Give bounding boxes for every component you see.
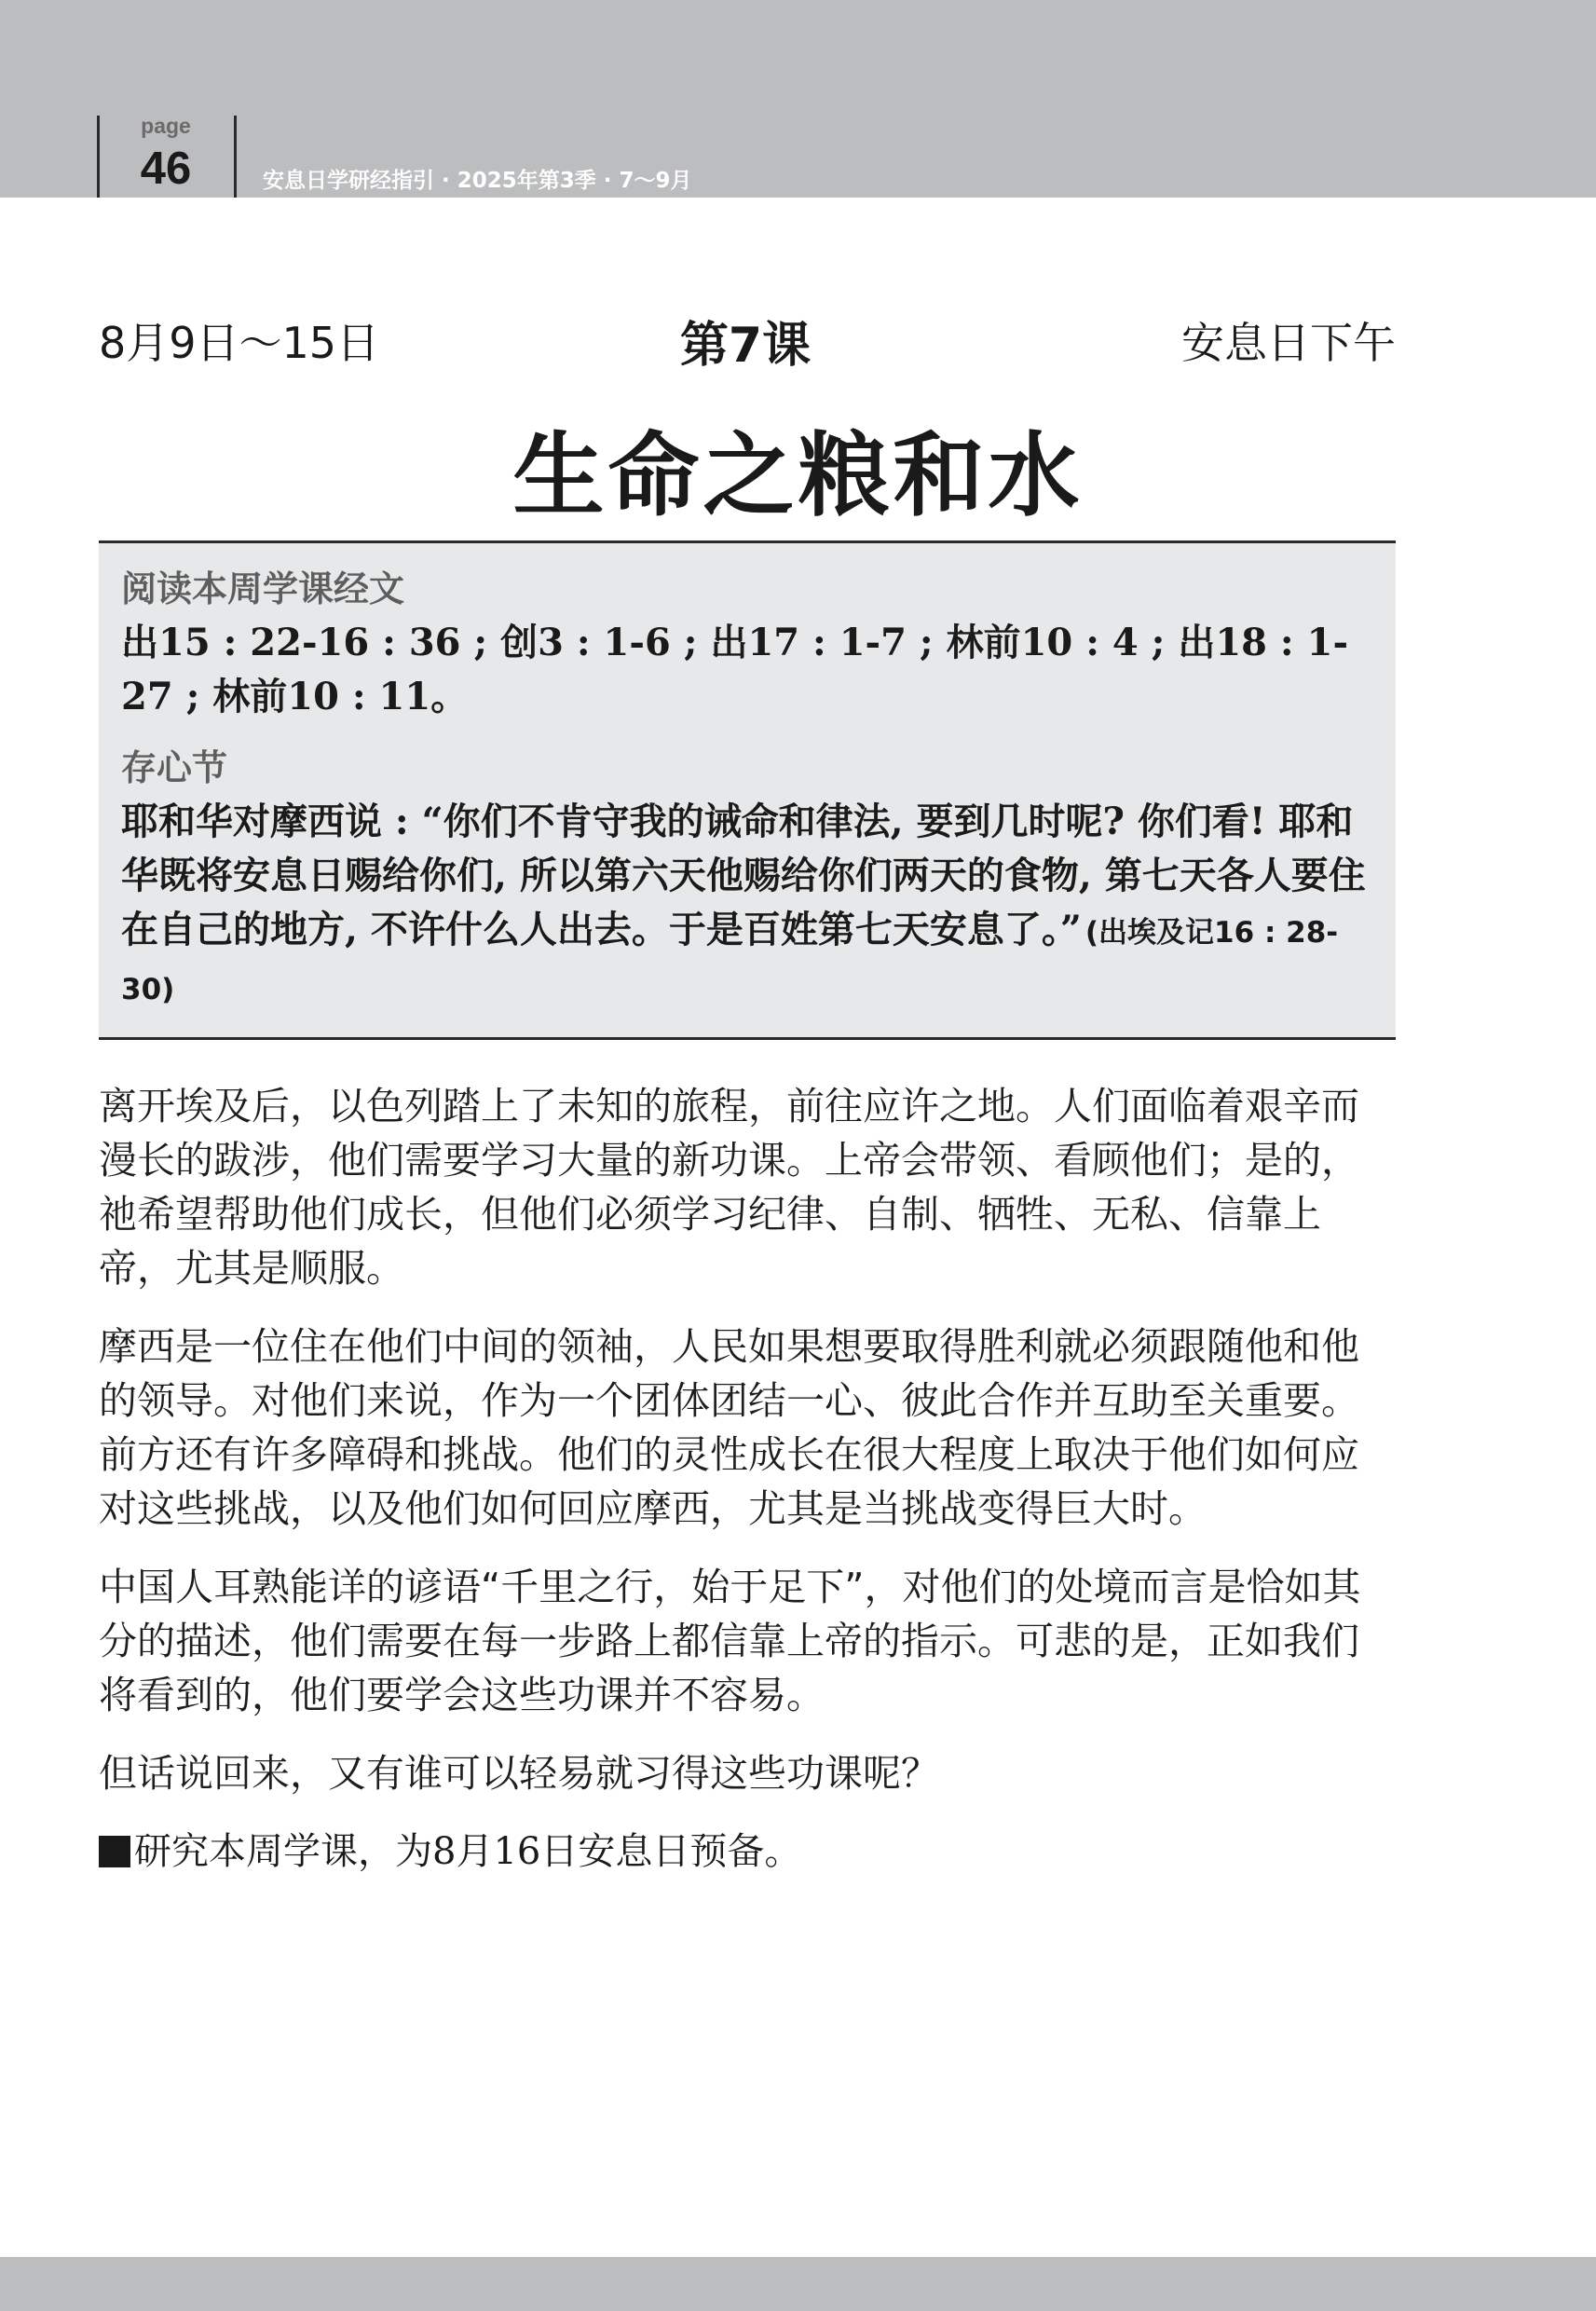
body-text — [99, 1079, 1396, 1879]
closing-note-text: 研究本周学课，为8月16日安息日预备。 — [134, 1830, 802, 1873]
paragraph: 离开埃及后，以色列踏上了未知的旅程，前往应许之地。人们面临着艰辛而漫长的跋涉，他们需要学习大量的新功课。上帝会带领、看顾他们；是的，祂希望帮助他们成长，但他们必须学习纪律、自制、牺牲、无私、信靠上帝，尤其是顺服。 — [99, 1084, 1359, 1291]
black-square-icon — [99, 1836, 130, 1867]
readings-label: 阅读本周学课经文 — [121, 568, 405, 609]
page-number: 46 — [140, 144, 192, 194]
lesson-number: 第7课 — [679, 318, 812, 374]
page-word: page — [141, 114, 191, 138]
paragraph: 中国人耳熟能详的谚语“千里之行，始于足下”，对他们的处境而言是恰如其分的描述，他们需要在每一步路上都信靠上帝的指示。可悲的是，正如我们将看到的，他们要学会这些功课并不容易。 — [99, 1565, 1361, 1717]
closing-note — [99, 1825, 1396, 1879]
running-head: 安息日学研经指引 · 2025年第3季 · 7〜9月 — [263, 169, 692, 193]
paragraph: 摩西是一位住在他们中间的领袖，人民如果想要取得胜利就必须跟随他和他的领导。对他们来说，作为一个团体团结一心、彼此合作并互助至关重要。前方还有许多障碍和挑战。他们的灵性成长在很大程度上取决于他们如何应对这些挑战，以及他们如何回应摩西，尤其是当挑战变得巨大时。 — [99, 1324, 1359, 1531]
footer-band — [0, 2257, 1596, 2311]
header-divider — [234, 116, 237, 198]
memory-verse-label: 存心节 — [121, 747, 228, 788]
date-range: 8月9日〜15日 — [99, 318, 380, 368]
paragraph: 但话说回来，又有谁可以轻易就习得这些功课呢？ — [99, 1751, 939, 1796]
memory-verse-reference: (出埃及记16 : 28-30) — [121, 916, 1339, 1006]
lesson-title: 生命之粮和水 — [512, 422, 1084, 529]
readings-text: 出15 : 22-16 : 36 ; 创3 : 1-6 ; 出17 : 1-7 ; 林前10 : 4 ; 出18 : 1-27 ; 林前10 : 11。 — [121, 621, 1349, 718]
day-label: 安息日下午 — [1181, 318, 1396, 368]
scripture-box — [99, 540, 1396, 1040]
memory-verse-text: 耶和华对摩西说 : “你们不肯守我的诫命和律法, 要到几时呢? 你们看! 耶和华既将安息日赐给你们, 所以第六天他赐给你们两天的食物, 第七天各人要住在自己的地方, 不许什么人出去。于是百姓第七天安息了。” — [121, 800, 1366, 951]
memory-verse — [121, 795, 1373, 1017]
header-band — [0, 0, 1596, 198]
